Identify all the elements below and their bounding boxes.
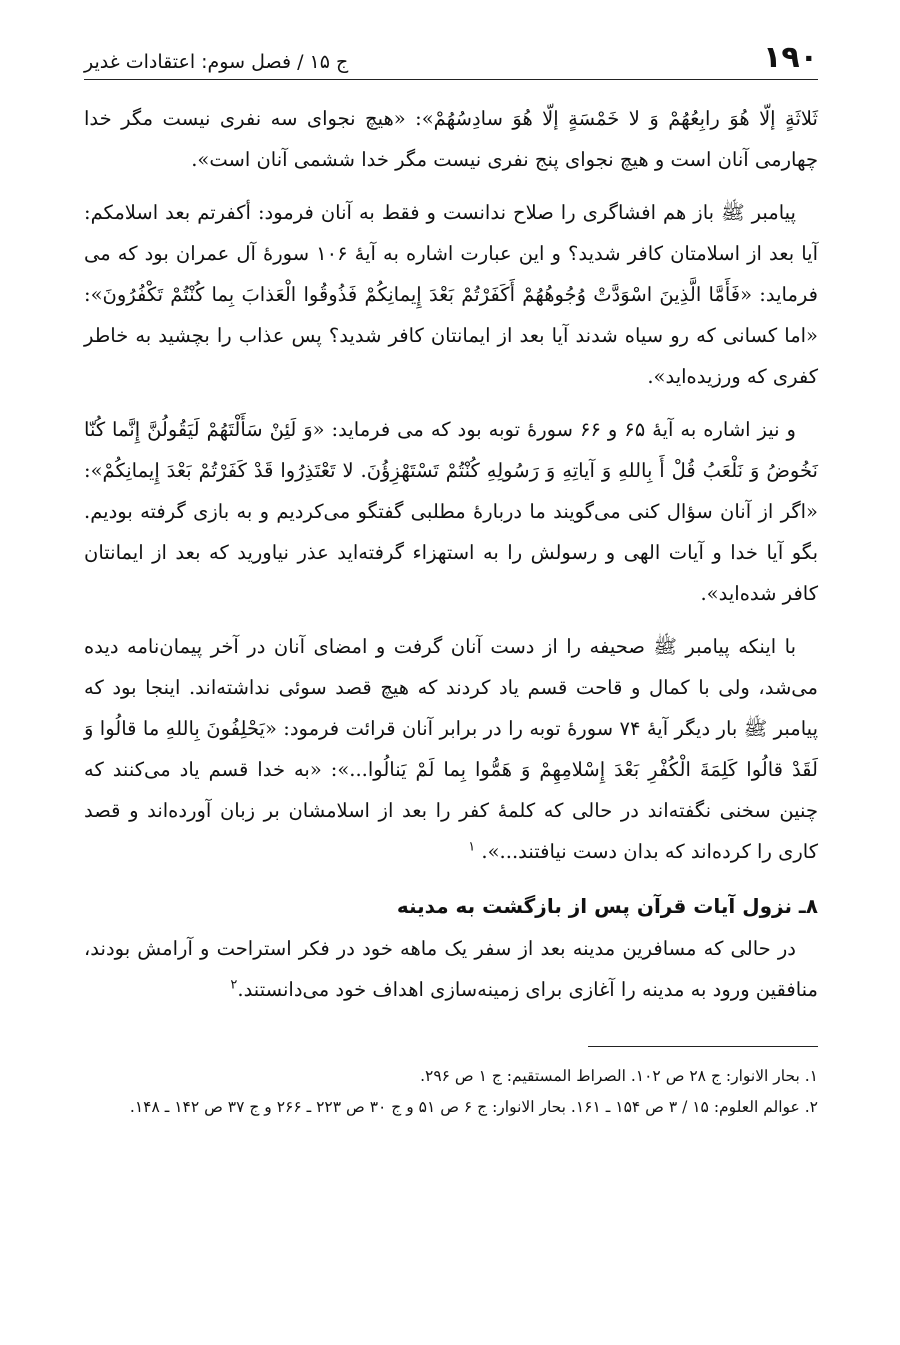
section-heading: ۸ـ نزول آیات قرآن پس از بازگشت به مدینه — [396, 894, 818, 918]
page-body — [84, 98, 818, 1010]
paragraph-3: و نیز اشاره به آیهٔ ۶۵ و ۶۶ سورهٔ توبه بود که می فرماید: «وَ لَئِنْ سَأَلْتَهُمْ لَيَقُولُنَّ إِنَّما كُنّا نَخُوضُ وَ نَلْعَبُ قُلْ أَ بِاللهِ وَ آياتِهِ وَ رَسُولِهِ كُنْتُمْ تَسْتَهْزِؤُنَ. لا تَعْتَذِرُوا قَدْ كَفَرْتُمْ بَعْدَ إِيمانِكُمْ»: «اگر از آنان سؤال کنی می‌گویند ما دربارهٔ مطلبی گفتگو می‌کردیم و به بازی گرفته بودیم. بگو آیا خدا و آیات الهی و رسولش را به استهزاء گرفته‌اید عذر نیاورید که بعد از ایمانتان کافر شده‌اید». — [84, 418, 818, 605]
page-header — [84, 30, 818, 80]
section-paragraph — [84, 928, 818, 1010]
footnotes — [84, 1061, 818, 1123]
footnote-ref-1[interactable]: ۱ — [468, 839, 476, 855]
section-paragraph-text: در حالی که مسافرین مدینه بعد از سفر یک ماهه خود در فکر استراحت و آرامش بودند، منافقین ورود به مدینه را آغازی برای زمینه‌سازی اهداف خود می‌دانستند. — [84, 937, 818, 1001]
paragraph-2: پیامبر ﷺ باز هم افشاگری را صلاح ندانست و فقط به آنان فرمود: أکفرتم بعد اسلامکم: آیا بعد از اسلامتان کافر شدید؟ و این عبارت اشاره به آیهٔ ۱۰۶ سورهٔ آل عمران بود که می فرماید: «فَأَمَّا الَّذِینَ اسْوَدَّتْ وُجُوهُهُمْ أَكَفَرْتُمْ بَعْدَ إِيمانِكُمْ فَذُوقُوا الْعَذابَ بِما كُنْتُمْ تَكْفُرُونَ»: «اما کسانی که رو سیاه شدند آیا بعد از ایمانتان کافر شدید؟ پس عذاب را بچشید به خاطر کفری که ورزیده‌اید». — [84, 201, 818, 388]
footnote-ref-2[interactable]: ۲ — [230, 977, 238, 993]
paragraph-4 — [84, 626, 818, 872]
page-number: ۱۹۰ — [763, 40, 818, 75]
footnote-divider — [588, 1046, 818, 1047]
running-title: ج ۱۵ / فصل سوم: اعتقادات غدیر — [84, 51, 349, 73]
footnote-2: ۲. عوالم العلوم: ۱۵ / ۳ ص ۱۵۴ ـ ۱۶۱. بحار الانوار: ج ۶ ص ۵۱ و ج ۳۰ ص ۲۲۳ ـ ۲۶۶ و ج ۳۷ ص ۱۴۲ ـ ۱۴۸. — [129, 1098, 818, 1116]
paragraph-1: ثَلاثَةٍ إلّا هُوَ رابِعُهُمْ وَ لا خَمْسَةٍ إلّا هُوَ سادِسُهُمْ»: «هیچ نجوای سه نفری نیست مگر خدا چهارمی آنان است و هیچ نجوای پنج نفری نیست مگر خدا ششمی آنان است». — [84, 107, 818, 171]
paragraph-4-text: با اینکه پیامبر ﷺ صحیفه را از دست آنان گرفت و امضای آنان در آخر پیمان‌نامه دیده می‌شد، ولی با کمال و قاحت قسم یاد کردند که هیچ قصد سوئی نداشته‌اند. اینجا بود که پیامبر ﷺ بار دیگر آیهٔ ۷۴ سورهٔ توبه را در برابر آنان قرائت فرمود: «يَحْلِفُونَ بِاللهِ ما قالُوا وَ لَقَدْ قالُوا كَلِمَةَ الْكُفْرِ بَعْدَ إِسْلامِهِمْ وَ هَمُّوا بِما لَمْ يَنالُوا...»: «به خدا قسم یاد می‌کنند که چنین سخنی نگفته‌اند در حالی که کلمهٔ کفر را بعد از اسلامشان بر زبان آورده‌اند و قصد کاری را کرده‌اند که بدان دست نیافتند...». — [84, 635, 818, 863]
footnote-1: ۱. بحار الانوار: ج ۲۸ ص ۱۰۲. الصراط المستقیم: ج ۱ ص ۲۹۶. — [420, 1067, 818, 1085]
